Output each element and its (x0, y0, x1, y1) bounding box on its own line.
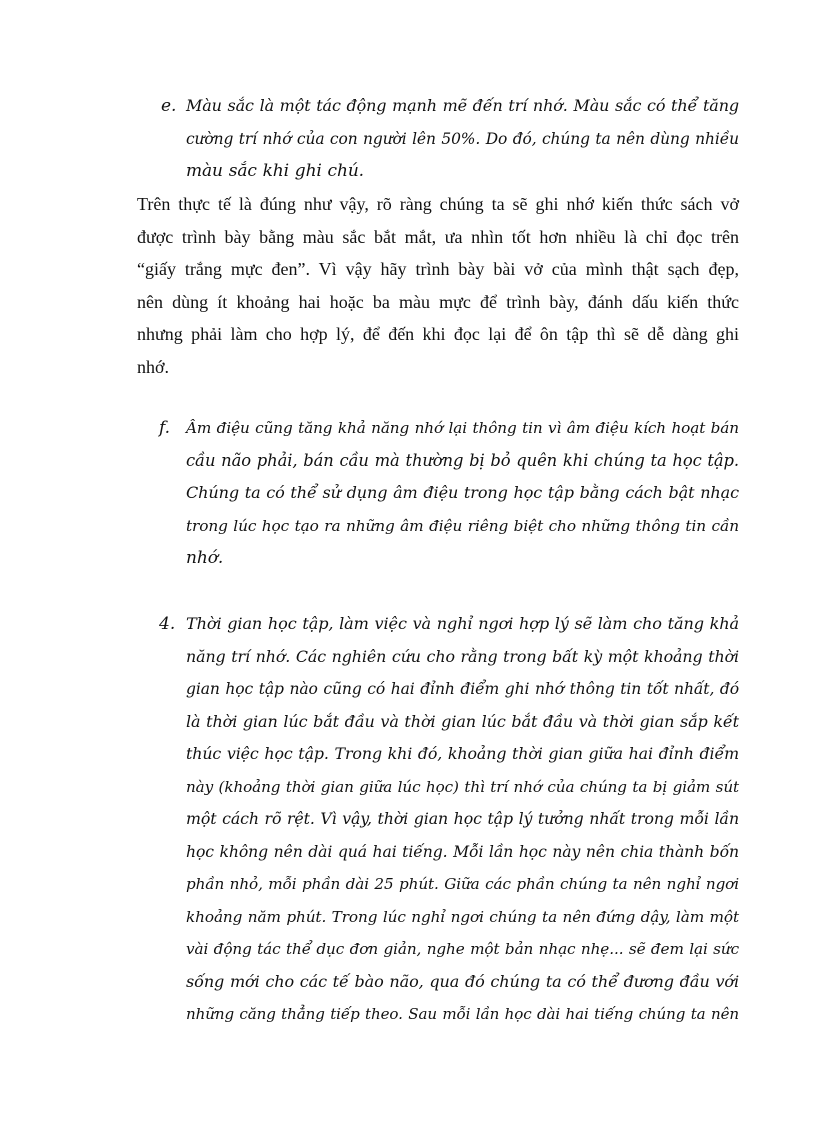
text-line: Màu sắc là một tác động mạnh mẽ đến trí nhớ. Màu sắc có thể tăng (186, 96, 739, 115)
text-line: nhưng phải làm cho hợp lý, để đến khi đọc lại để ôn tập thì sẽ dễ dàng ghi (137, 324, 739, 344)
text-line: cầu não phải, bán cầu mà thường bị bỏ quên khi chúng ta học tập. (186, 450, 739, 470)
text-line: một cách rõ rệt. Vì vậy, thời gian học tập lý tưởng nhất trong mỗi lần (186, 809, 739, 828)
body-paragraph (137, 188, 739, 383)
text-line: nhớ. (137, 356, 170, 377)
text-line: Âm điệu cũng tăng khả năng nhớ lại thông tin vì âm điệu kích hoạt bán (186, 419, 739, 437)
text-line: vài động tác thể dục đơn giản, nghe một bản nhạc nhẹ... sẽ đem lại sức (186, 940, 739, 958)
list-item-e (186, 90, 739, 188)
text-line: năng trí nhớ. Các nghiên cứu cho rằng trong bất kỳ một khoảng thời (186, 646, 739, 666)
list-marker-4: 4. (159, 614, 176, 634)
text-line: được trình bày bằng màu sắc bắt mắt, ưa nhìn tốt hơn nhiều là chỉ đọc trên (137, 226, 739, 247)
text-line: những căng thẳng tiếp theo. Sau mỗi lần học dài hai tiếng chúng ta nên (186, 1005, 739, 1023)
text-line: “giấy trắng mực đen”. Vì vậy hãy trình bày bài vở của mình thật sạch đẹp, (137, 259, 739, 279)
text-line: Thời gian học tập, làm việc và nghỉ ngơi hợp lý sẽ làm cho tăng khả (186, 614, 739, 633)
text-line: gian học tập nào cũng có hai đỉnh điểm ghi nhớ thông tin tốt nhất, đó (186, 680, 739, 698)
text-line: Trên thực tế là đúng như vậy, rõ ràng chúng ta sẽ ghi nhớ kiến thức sách vở (137, 194, 739, 214)
list-marker-e: e. (161, 96, 177, 116)
list-marker-f: f. (159, 418, 171, 438)
text-line: thúc việc học tập. Trong khi đó, khoảng thời gian giữa hai đỉnh điểm (186, 744, 739, 763)
text-line: này (khoảng thời gian giữa lúc học) thì trí nhớ của chúng ta bị giảm sút (186, 777, 739, 796)
list-item-4 (186, 608, 739, 1031)
text-line: Chúng ta có thể sử dụng âm điệu trong học tập bằng cách bật nhạc (186, 483, 739, 502)
text-line: nhớ. (186, 548, 224, 568)
text-line: là thời gian lúc bắt đầu và thời gian lúc bắt đầu và thời gian sắp kết (186, 711, 739, 731)
text-line: màu sắc khi ghi chú. (186, 161, 364, 181)
text-line: nên dùng ít khoảng hai hoặc ba màu mực để trình bày, đánh dấu kiến thức (137, 291, 739, 312)
list-item-f (186, 412, 739, 575)
text-line: học không nên dài quá hai tiếng. Mỗi lần học này nên chia thành bốn (186, 841, 739, 861)
text-line: trong lúc học tạo ra những âm điệu riêng biệt cho những thông tin cần (186, 516, 739, 535)
text-line: cường trí nhớ của con người lên 50%. Do đó, chúng ta nên dùng nhiều (186, 129, 739, 148)
text-line: sống mới cho các tế bào não, qua đó chúng ta có thể đương đầu với (186, 971, 739, 991)
text-line: khoảng năm phút. Trong lúc nghỉ ngơi chúng ta nên đứng dậy, làm một (186, 907, 739, 926)
text-line: phần nhỏ, mỗi phần dài 25 phút. Giữa các phần chúng ta nên nghỉ ngơi (186, 875, 739, 893)
